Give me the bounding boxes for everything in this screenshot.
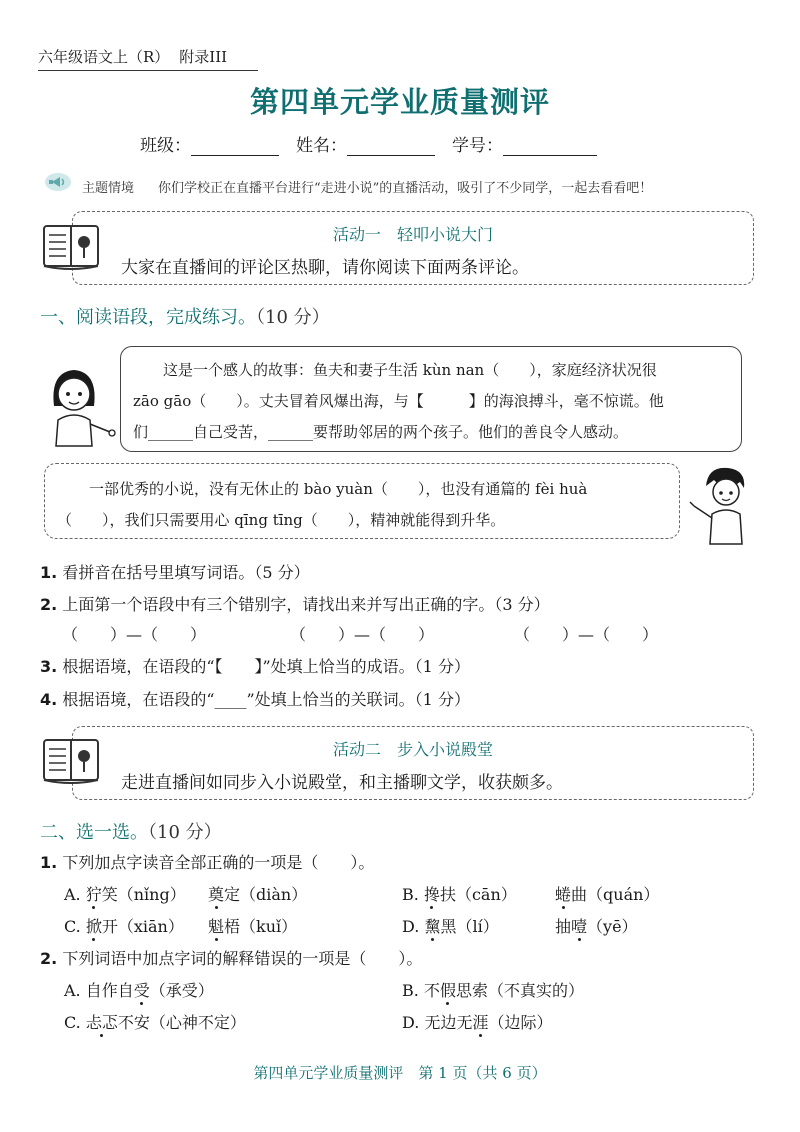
id-field bbox=[452, 131, 597, 156]
question-2-1 bbox=[40, 850, 374, 873]
question-1-1 bbox=[40, 560, 310, 583]
theme-text: 你们学校正在直播平台进行“走进小说”的直播活动，吸引了不少同学，一起去看看吧！ bbox=[158, 181, 653, 196]
comment-1-line-3: 们______自己受苦，______要帮助邻居的两个孩子。他们的善良令人感动。 bbox=[133, 423, 629, 441]
option-2-2-b[interactable]: B. 不假思索（不真实的） bbox=[402, 981, 584, 1000]
girl-avatar bbox=[40, 362, 122, 450]
question-text: 下列加点字读音全部正确的一项是（ ）。 bbox=[62, 853, 375, 872]
section-1-heading bbox=[40, 303, 330, 329]
answer-pair-1[interactable]: （ ）—（ ） bbox=[62, 625, 207, 644]
answer-pair-3[interactable]: （ ）—（ ） bbox=[514, 625, 659, 644]
section-2-heading bbox=[40, 818, 222, 844]
page-footer: 第四单元学业质量测评 第 1 页（共 6 页） bbox=[253, 1064, 547, 1082]
question-1-4 bbox=[40, 687, 470, 710]
option-2-2-a[interactable]: A. 自作自受（承受） bbox=[64, 981, 214, 1000]
question-number: 2. bbox=[40, 595, 58, 614]
option-2-1-c[interactable]: C. 掀开（xiān） bbox=[64, 917, 184, 936]
theme-label: 主题情境 bbox=[82, 181, 135, 196]
option-2-1-d[interactable]: D. 黧黑（lí） bbox=[402, 917, 499, 936]
option-2-2-c[interactable]: C. 忐忑不安（心神不定） bbox=[64, 1013, 246, 1032]
option-2-1-b[interactable]: B. 搀扶（cān） bbox=[402, 885, 517, 904]
activity-1-box bbox=[72, 211, 754, 285]
activity-2-desc: 走进直播间如同步入小说殿堂，和主播聊文学，收获颇多。 bbox=[121, 773, 563, 793]
page-title: 第四单元学业质量测评 bbox=[249, 85, 550, 119]
open-book-icon bbox=[42, 736, 100, 786]
question-number: 3. bbox=[40, 657, 58, 676]
option-2-1-c-word-2: 魁梧（kuǐ） bbox=[208, 917, 298, 936]
question-number: 1. bbox=[40, 853, 58, 872]
section-1-title: 一、阅读语段，完成练习。 bbox=[40, 307, 256, 328]
comment-2-line-2: （ ），我们只需要用心 qīng tīng（ ），精神就能得到升华。 bbox=[57, 511, 506, 529]
question-text: 根据语境，在语段的“【 】”处填上恰当的成语。（1 分） bbox=[62, 657, 470, 676]
megaphone-icon bbox=[44, 172, 72, 192]
activity-2-title: 活动二 步入小说殿堂 bbox=[332, 740, 493, 759]
name-field bbox=[296, 131, 435, 156]
boy-avatar bbox=[688, 462, 758, 548]
option-2-1-d-word-2: 抽噎（yē） bbox=[555, 917, 638, 936]
appendix-label: 附录III bbox=[179, 48, 228, 66]
question-number: 1. bbox=[40, 563, 58, 582]
question-number: 2. bbox=[40, 949, 58, 968]
open-book-icon bbox=[42, 222, 100, 272]
option-2-1-a-word-2: 奠定（diàn） bbox=[208, 885, 308, 904]
header-label bbox=[38, 46, 227, 67]
class-label: 班级： bbox=[140, 136, 191, 156]
comment-bubble-2 bbox=[44, 463, 680, 539]
id-label: 学号： bbox=[452, 136, 503, 156]
class-field bbox=[140, 131, 279, 156]
question-2-2 bbox=[40, 946, 422, 969]
answer-pair-2[interactable]: （ ）—（ ） bbox=[290, 625, 435, 644]
activity-1-title: 活动一 轻叩小说大门 bbox=[332, 225, 493, 244]
question-number: 4. bbox=[40, 690, 58, 709]
option-2-1-b-word-2: 蜷曲（quán） bbox=[555, 885, 660, 904]
section-2-title: 二、选一选。 bbox=[40, 822, 148, 843]
activity-2-box bbox=[72, 726, 754, 800]
name-label: 姓名： bbox=[296, 136, 347, 156]
name-input-line[interactable] bbox=[347, 138, 435, 156]
header-rule bbox=[38, 70, 258, 71]
option-2-2-d[interactable]: D. 无边无涯（边际） bbox=[402, 1013, 553, 1032]
id-input-line[interactable] bbox=[503, 138, 597, 156]
section-1-score: （10 分） bbox=[256, 307, 330, 328]
grade-label: 六年级语文上（R） bbox=[38, 48, 170, 66]
question-text: 下列词语中加点字词的解释错误的一项是（ ）。 bbox=[62, 949, 423, 968]
comment-1-line-1: 这是一个感人的故事：鱼夫和妻子生活 kùn nan（ ），家庭经济状况很 bbox=[163, 361, 657, 379]
question-text: 上面第一个语段中有三个错别字，请找出来并写出正确的字。（3 分） bbox=[62, 595, 550, 614]
comment-1-line-2: zāo gāo（ ）。丈夫冒着风爆出海，与【 】的海浪搏斗，毫不惊谎。他 bbox=[133, 392, 664, 410]
comment-2-line-1: 一部优秀的小说，没有无休止的 bào yuàn（ ），也没有通篇的 fèi huà bbox=[89, 480, 588, 498]
activity-1-desc: 大家在直播间的评论区热聊，请你阅读下面两条评论。 bbox=[121, 258, 529, 278]
question-text: 根据语境，在语段的“____”处填上恰当的关联词。（1 分） bbox=[62, 690, 470, 709]
option-2-1-a[interactable]: A. 狞笑（nǐng） bbox=[64, 885, 186, 904]
section-2-score: （10 分） bbox=[148, 822, 222, 843]
comment-bubble-1 bbox=[120, 346, 742, 452]
question-1-3 bbox=[40, 654, 470, 677]
question-1-2 bbox=[40, 592, 550, 615]
question-text: 看拼音在括号里填写词语。（5 分） bbox=[62, 563, 310, 582]
class-input-line[interactable] bbox=[191, 138, 279, 156]
